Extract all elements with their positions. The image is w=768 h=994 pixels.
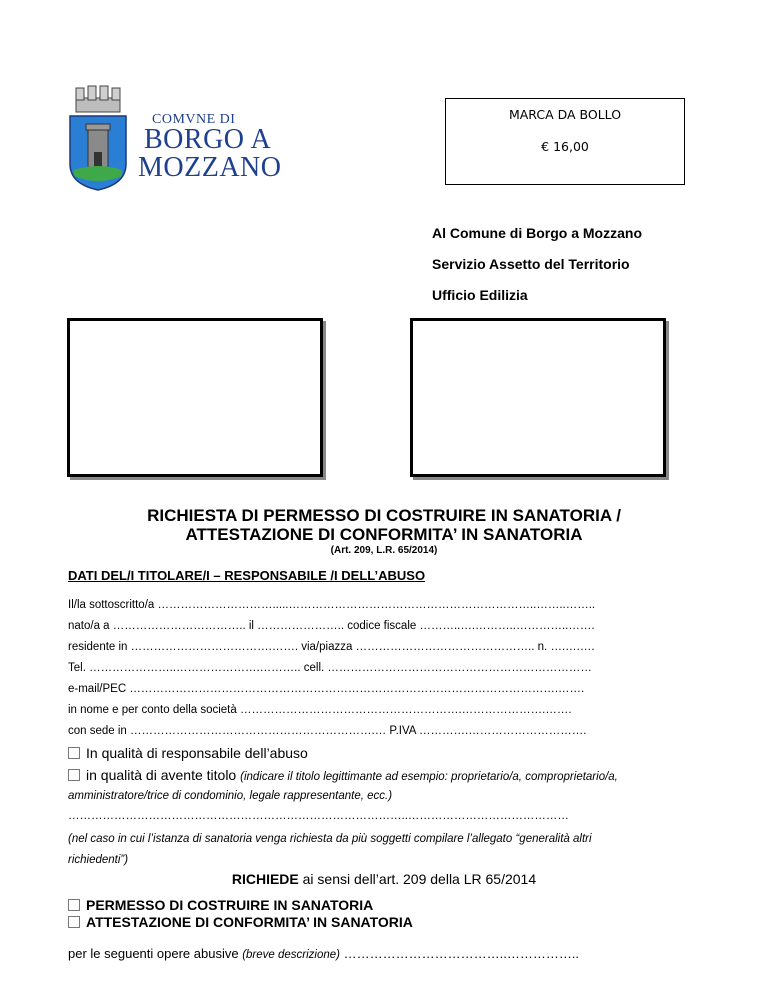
field-nato[interactable]: nato/a a …………………………….. il ………………….. codice fiscale ………..….………..…………..……. — [68, 620, 595, 632]
field-tel[interactable]: Tel. …………………..………………….……….. cell. …………………………………………………………… — [68, 662, 592, 674]
option-responsabile[interactable] — [68, 745, 308, 761]
choice-permesso[interactable] — [68, 897, 373, 913]
opere-dots[interactable]: ………………………………..…………….. — [339, 946, 580, 961]
recipient-line-3: Ufficio Edilizia — [432, 287, 528, 303]
section-heading: DATI DEL/I TITOLARE/I – RESPONSABILE /I DELL’ABUSO — [68, 568, 426, 583]
choice-permesso-label: PERMESSO DI COSTRUIRE IN SANATORIA — [86, 897, 374, 913]
stamp-amount: € 16,00 — [541, 139, 589, 154]
recipient-line-2: Servizio Assetto del Territorio — [432, 256, 630, 272]
document-reference: (Art. 209, L.R. 65/2014) — [330, 545, 438, 556]
choice-attestazione-label: ATTESTAZIONE DI CONFORMITA’ IN SANATORIA — [86, 914, 413, 930]
field-titolo-dots[interactable]: ……………………………………………………………………………..…………………………………… — [68, 810, 569, 822]
document-title-line-2: ATTESTAZIONE DI CONFORMITA’ IN SANATORIA — [185, 525, 583, 544]
checkbox-icon[interactable] — [68, 899, 80, 911]
opere-label: per le seguenti opere abusive — [68, 946, 243, 961]
field-email[interactable]: e-mail/PEC ………………………………………………………………………………………………….……. — [68, 683, 585, 695]
revenue-stamp-box — [445, 98, 685, 185]
municipality-logo — [66, 84, 282, 194]
checkbox-icon[interactable] — [68, 916, 80, 928]
coat-of-arms-icon — [66, 84, 130, 192]
option-avente-titolo-note: (indicare il titolo legittimante ad esempio: proprietario/a, comproprietario/a, — [240, 771, 618, 783]
document-title-line-1: RICHIESTA DI PERMESSO DI COSTRUIRE IN SANATORIA / — [147, 506, 621, 525]
richiede-bold: RICHIEDE — [231, 871, 299, 887]
field-residente[interactable]: residente in ……………………………….……. via/piazza ……………………………………….. n. ….….…. — [68, 641, 595, 653]
field-sede[interactable]: con sede in ……………………………………………………….… P.IVA ………….…………………………. — [68, 725, 587, 737]
logo-line-3: MOZZANO — [138, 152, 282, 183]
choice-attestazione[interactable] — [68, 914, 413, 930]
opere-line — [68, 946, 579, 961]
photo-box-right — [410, 318, 666, 477]
recipient-line-1: Al Comune di Borgo a Mozzano — [432, 225, 642, 241]
field-societa[interactable]: in nome e per conto della società ………………………………………………….………………….……. — [68, 704, 572, 716]
option-avente-titolo[interactable] — [68, 767, 618, 783]
option-avente-titolo-note-2: amministratore/trice di condominio, legale rappresentante, ecc.) — [68, 790, 393, 802]
logo-line-2: BORGO A — [144, 124, 272, 155]
logo-line-1: COMVNE DI — [152, 112, 236, 127]
option-avente-titolo-label: in qualità di avente titolo — [86, 767, 237, 783]
richiede-line — [0, 871, 768, 887]
photo-box-left — [67, 318, 323, 477]
opere-note: (breve descrizione) — [242, 949, 340, 961]
checkbox-icon[interactable] — [68, 769, 80, 781]
stamp-label: MARCA DA BOLLO — [508, 107, 622, 122]
checkbox-icon[interactable] — [68, 747, 80, 759]
altri-richiedenti-note-2: richiedenti”) — [68, 854, 129, 866]
richiede-rest: ai sensi dell’art. 209 della LR 65/2014 — [298, 871, 537, 887]
option-responsabile-label: In qualità di responsabile dell’abuso — [86, 745, 308, 761]
altri-richiedenti-note: (nel caso in cui l’istanza di sanatoria venga richiesta da più soggetti compilare l’allegato “generalità altri — [68, 833, 592, 845]
field-sottoscritto[interactable]: Il/la sottoscritto/a ………………………….....………………………………………………………..……..…….. — [68, 599, 596, 611]
